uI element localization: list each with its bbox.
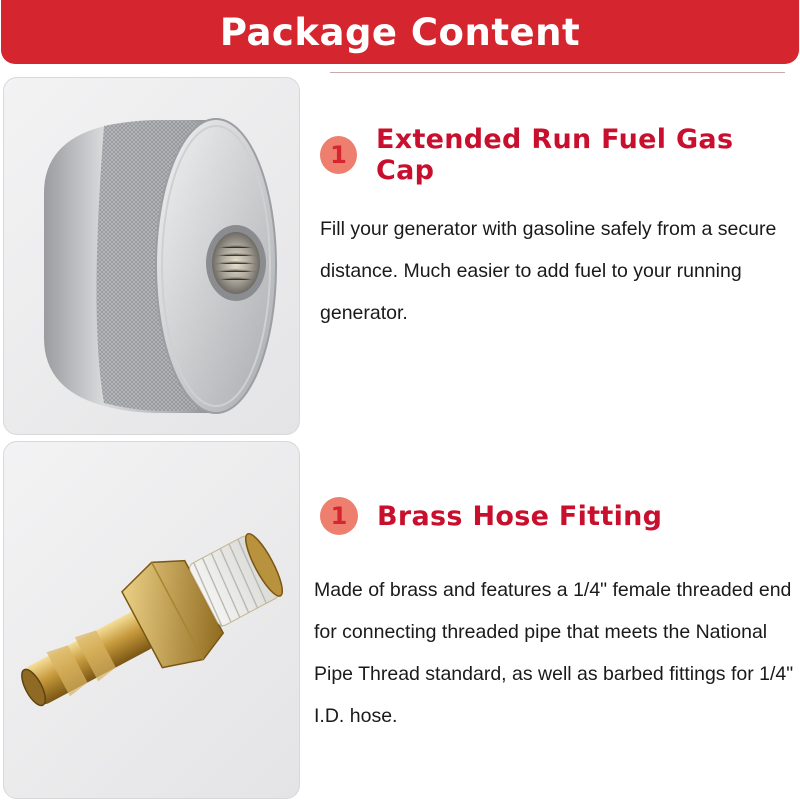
brass-fitting-icon	[4, 442, 299, 798]
header-banner	[1, 0, 799, 64]
quantity-badge: 1	[320, 497, 358, 535]
item-description: Fill your generator with gasoline safely from a secure distance. Much easier to add fuel to your running generator.	[320, 218, 777, 324]
item-heading	[320, 497, 798, 535]
quantity-badge: 1	[320, 136, 357, 174]
divider	[330, 72, 785, 73]
item-title: Extended Run Fuel Gas Cap	[375, 124, 734, 186]
item-title: Brass Hose Fitting	[377, 500, 663, 532]
package-item-gas-cap	[320, 124, 790, 334]
item-heading	[320, 124, 790, 186]
page-title: Package Content	[219, 10, 581, 54]
package-item-brass-fitting	[314, 497, 798, 737]
item-description: Made of brass and features a 1/4" female threaded end for connecting threaded pipe that meets the National Pipe Thread standard, as well as barbed fittings for 1/4" I.D. hose.	[314, 579, 794, 727]
gas-cap-icon	[4, 78, 299, 434]
product-image-gas-cap	[3, 77, 300, 435]
product-image-brass-fitting	[3, 441, 300, 799]
